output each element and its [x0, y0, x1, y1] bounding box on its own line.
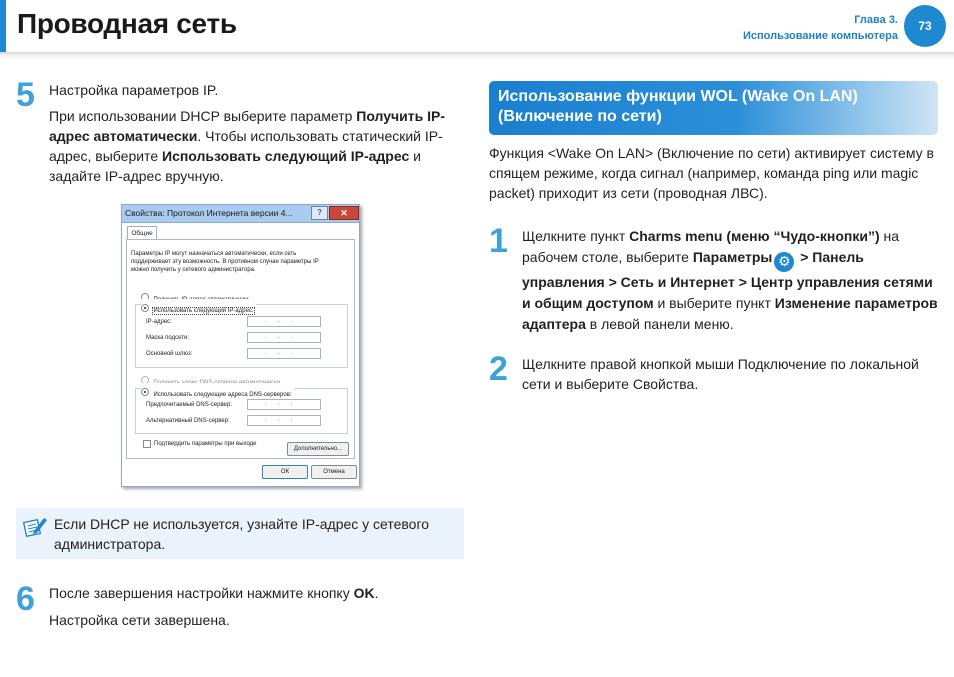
- gear-icon: ⚙: [774, 252, 794, 272]
- subnet-mask-field[interactable]: ...: [247, 332, 321, 343]
- header-divider: [0, 52, 954, 60]
- dialog-title: Свойства: Протокол Интернета версии 4...: [125, 208, 293, 218]
- step-2-number: 2: [489, 350, 508, 388]
- note-text: Если DHCP не используется, узнайте IP-адрес у сетевого администратора.: [54, 516, 430, 552]
- cancel-button[interactable]: Отмена: [311, 465, 357, 479]
- radio-manual-dns-label: Использовать следующие адреса DNS-серверов:: [153, 392, 292, 398]
- info-line-3: можно получить у сетевого администратора.: [131, 267, 256, 273]
- step-1-text: Щелкните пункт Charms menu (меню “Чудо-кнопки”) на рабочем столе, выберите Параметры ⚙ > Панель управления > Сеть и Интернет > Центр управления сетями и общим доступом и выберите пункт Изменение параметров адаптера в левой панели меню.: [522, 228, 938, 332]
- step-1-number: 1: [489, 222, 508, 260]
- gateway-field[interactable]: ...: [247, 348, 321, 359]
- info-line-1: Параметры IP могут назначаться автоматически, если сеть: [131, 251, 297, 257]
- step-6-number: 6: [16, 580, 35, 618]
- validate-checkbox-box[interactable]: [143, 440, 151, 448]
- page-title: Проводная сеть: [17, 8, 237, 39]
- close-button[interactable]: ✕: [329, 206, 359, 220]
- chapter-title: Использование компьютера: [742, 30, 898, 42]
- section-title: Использование функции WOL (Wake On LAN) (Включение по сети): [498, 88, 858, 125]
- note-pencil-icon: [22, 514, 48, 540]
- step-5-paragraph: При использовании DHCP выберите параметр Получить IP-адрес автоматически. Чтобы использовать статический IP-адрес, выберите Использовать следующий IP-адрес и задайте IP-адрес вручную.: [49, 108, 445, 184]
- validate-checkbox-label: Подтвердить параметры при выходе: [154, 441, 257, 447]
- ok-button[interactable]: ОК: [262, 465, 308, 479]
- radio-manual-ip[interactable]: [141, 299, 256, 317]
- dns1-field[interactable]: ...: [247, 399, 321, 410]
- chapter-number: Глава 3.: [854, 14, 898, 26]
- radio-manual-ip-label: Использовать следующий IP-адрес:: [153, 308, 254, 314]
- dns1-label: Предпочитаемый DNS-сервер:: [146, 402, 232, 408]
- dns2-field[interactable]: ...: [247, 415, 321, 426]
- dialog-tab-panel: [126, 239, 355, 459]
- info-line-2: поддерживает эту возможность. В противном случае параметры IP: [131, 259, 319, 265]
- step-2-text: Щелкните правой кнопкой мыши Подключение по локальной сети и выберите Свойства.: [522, 356, 919, 392]
- step-6-line-2: Настройка сети завершена.: [49, 612, 230, 628]
- wol-intro: Функция <Wake On LAN> (Включение по сети) активирует систему в спящем режиме, когда сигнал (например, команда ping или magic packet) приходит из сети (проводная ЛВС).: [489, 145, 934, 201]
- radio-manual-ip-control[interactable]: [141, 304, 149, 312]
- gateway-label: Основной шлюз:: [146, 351, 193, 357]
- step-6-line-1: После завершения настройки нажмите кнопку OK.: [49, 585, 379, 601]
- step-5-title: Настройка параметров IP.: [49, 82, 219, 98]
- advanced-button[interactable]: Дополнительно...: [287, 442, 349, 456]
- tab-general[interactable]: Общие: [127, 226, 157, 240]
- chapter-label: [743, 12, 898, 44]
- ip-address-label: IP-адрес:: [146, 319, 172, 325]
- header-accent-bar: [0, 0, 6, 52]
- validate-checkbox[interactable]: [143, 440, 256, 448]
- step-5-number: 5: [16, 76, 35, 114]
- ip-address-field[interactable]: ...: [247, 316, 321, 327]
- subnet-mask-label: Маска подсети:: [146, 335, 190, 341]
- tcpip-properties-dialog: [121, 204, 360, 487]
- help-button[interactable]: ?: [311, 206, 328, 220]
- page-number-badge: 73: [904, 5, 946, 47]
- radio-manual-dns-control[interactable]: [141, 388, 149, 396]
- step-5-text: [49, 80, 464, 186]
- dns2-label: Альтернативный DNS-сервер:: [146, 418, 230, 424]
- step-6-text: [49, 583, 464, 630]
